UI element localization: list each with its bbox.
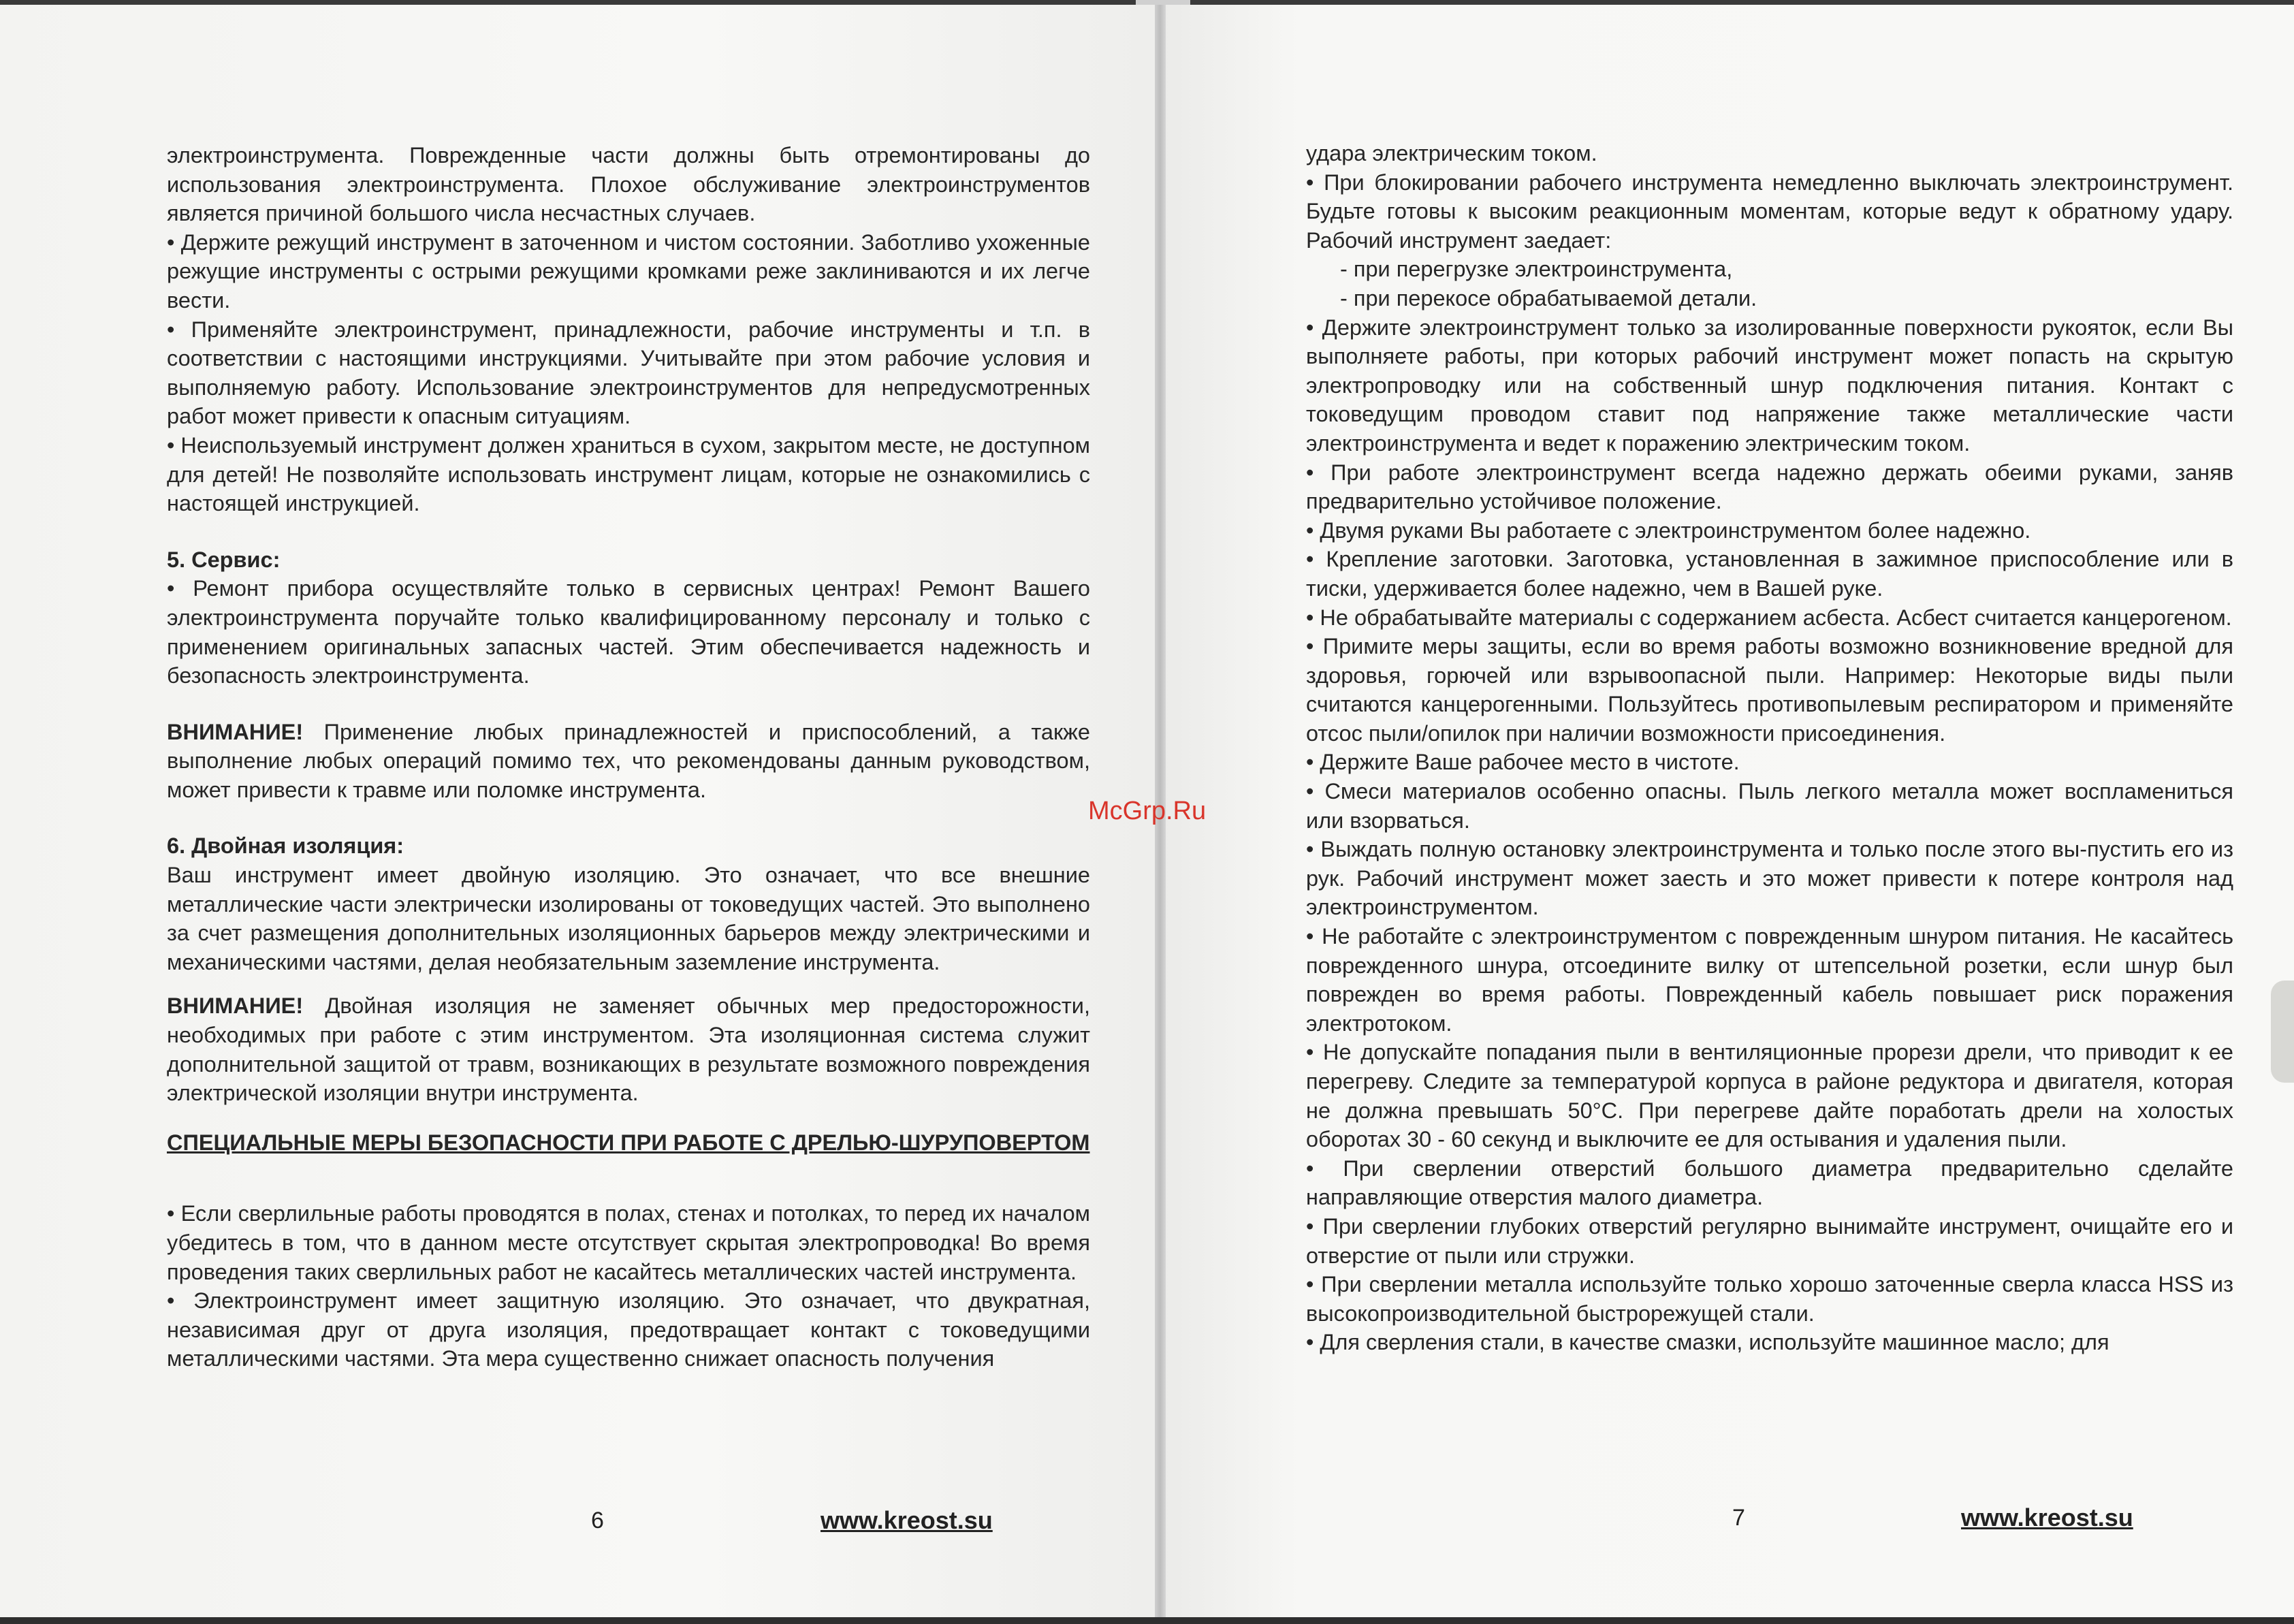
list-item: • При сверлении металла используйте только хорошо заточенные сверла класса HSS из высокопроизводительной быстрорежущей стали. bbox=[1306, 1272, 2233, 1326]
warning-paragraph bbox=[167, 991, 1090, 1107]
list-item: • Неиспользуемый инструмент должен храниться в сухом, закрытом месте, не доступном для детей! Не позволяйте использовать инструмент лицам, которые не ознакомились с настоящей инструкцией. bbox=[167, 432, 1090, 516]
list-item: • Смеси материалов особенно опасны. Пыль легкого металла может воспламениться или взорваться. bbox=[1306, 779, 2233, 833]
list-item: • Держите электроинструмент только за изолированные поверхности рукояток, если Вы выполняете работы, при которых рабочий инструмент может попасть на скрытую электропроводку или на собственный шнур подключения питания. Контакт с токоведущим проводом ставит под напряжение также металлические части электроинструмента и ведет к поражению электрическим током. bbox=[1306, 315, 2233, 456]
list-item: • Двумя руками Вы работаете с электроинструментом более надежно. bbox=[1306, 518, 2031, 543]
warning-text: Двойная изоляция не заменяет обычных мер предосторожности, необходимых при работе с этим инструментом. Эта изоляционная система служит дополнительной защитой от травм, возникающих в результате возможного повреждения электрической изоляции внутри инструмента. bbox=[167, 993, 1090, 1106]
paragraph: электроинструмента. Поврежденные части должны быть отремонтированы до использования электроинструмента. Плохое обслуживание электроинструментов является причиной большого числа несчастных случаев. bbox=[167, 143, 1090, 226]
list-item: • Не допускайте попадания пыли в вентиляционные прорези дрели, что приводит к ее перегреву. Следите за температурой корпуса в районе редуктора и двигателя, которая не должна превышать 50°С. При перегреве дайте поработать дрели на холостых оборотах 30 - 60 секунд и выключите ее для остывания и удаления пыли. bbox=[1306, 1040, 2233, 1152]
list-item: • Электроинструмент имеет защитную изоляцию. Это означает, что двукратная, независимая друг от друга изоляция, предотвращает контакт с токоведущими металлическими частями. Эта мера существенно снижает опасность получения bbox=[167, 1288, 1090, 1371]
list-item: • Если сверлильные работы проводятся в полах, стенах и потолках, то перед их началом убедитесь в том, что в данном месте отсутствует скрытая электропроводка! Во время проведения таких сверлильных работ не касайтесь металлических частей инструмента. bbox=[167, 1201, 1090, 1284]
list-item: • Выждать полную остановку электроинструмента и только после этого вы-пустить его из рук. Рабочий инструмент может заесть и это может привести к потере контроля над электроинструментом. bbox=[1306, 837, 2233, 920]
insulation-heading: 6. Двойная изоляция: bbox=[167, 833, 404, 859]
sub-item: - при перегрузке электроинструмента, bbox=[1340, 257, 1733, 282]
list-item: • Не работайте с электроинструментом с поврежденным шнуром питания. Не касайтесь поврежденного шнура, отсоедините вилку от штепсельной розетки, если шнур был поврежден во время работы. Поврежденный кабель повышает риск поражения электротоком. bbox=[1306, 924, 2233, 1036]
list-item: • Крепление заготовки. Заготовка, установленная в зажимное приспособление или в тиски, удерживается более надежно, чем в Вашей руке. bbox=[1306, 547, 2233, 601]
list-item: • Ремонт прибора осуществляйте только в сервисных центрах! Ремонт Вашего электроинструмента поручайте только квалифицированному персоналу и только с применением оригинальных запасных частей. Этим обеспечивается надежность и безопасность электроинструмента. bbox=[167, 576, 1090, 688]
list-item: • Держите Ваше рабочее место в чистоте. bbox=[1306, 750, 1740, 775]
list-item: • Для сверления стали, в качестве смазки, используйте машинное масло; для bbox=[1306, 1330, 2109, 1355]
service-heading: 5. Сервис: bbox=[167, 547, 281, 572]
website-link[interactable]: www.kreost.su bbox=[821, 1506, 993, 1534]
list-item: • Не обрабатывайте материалы с содержанием асбеста. Асбест считается канцерогеном. bbox=[1306, 605, 2232, 630]
right-page-body bbox=[1306, 139, 2233, 1357]
special-safety-heading: СПЕЦИАЛЬНЫЕ МЕРЫ БЕЗОПАСНОСТИ ПРИ РАБОТЕ С ДРЕЛЬЮ-ШУРУПОВЕРТОМ bbox=[167, 1130, 1090, 1155]
website-link[interactable]: www.kreost.su bbox=[1961, 1503, 2133, 1531]
list-item: • Примите меры защиты, если во время работы возможно возникновение вредной для здоровья, горючей или взрывоопасной пыли. Например: Некоторые виды пыли считаются канцерогенными. Пользуйтесь противопылевым респиратором и применяйте отсос пыли/опилок при наличии возможности присоединения. bbox=[1306, 634, 2233, 746]
page-edge-tab bbox=[2271, 981, 2294, 1083]
paragraph: удара электрическим током. bbox=[1306, 141, 1597, 165]
list-item: • При сверлении глубоких отверстий регулярно вынимайте инструмент, очищайте его и отверстие от пыли или стружки. bbox=[1306, 1213, 2233, 1268]
list-item: • При работе электроинструмент всегда надежно держать обеими руками, заняв предварительно устойчивое положение. bbox=[1306, 460, 2233, 514]
list-item: • При блокировании рабочего инструмента немедленно выключать электроинструмент. Будьте готовы к высоким реакционным моментам, которые ведут к обратному удару. Рабочий инструмент заедает: bbox=[1306, 170, 2233, 253]
watermark-text: McGrp.Ru bbox=[1088, 797, 1207, 825]
page-number: 7 bbox=[1732, 1505, 1745, 1531]
warning-text: Применение любых принадлежностей и приспособлений, а также выполнение любых операций помимо тех, что рекомендованы данным руководством, может привести к травме или поломке инструмента. bbox=[167, 719, 1090, 802]
page-number: 6 bbox=[591, 1508, 604, 1533]
list-item: • Применяйте электроинструмент, принадлежности, рабочие инструменты и т.п. в соответствии с настоящими инструкциями. Учитывайте при этом рабочие условия и выполняемую работу. Использование электроинструментов для непредусмотренных работ может привести к опасным ситуациям. bbox=[167, 317, 1090, 429]
left-page-body bbox=[167, 141, 1090, 1373]
scan-bottom-edge bbox=[0, 1617, 2294, 1624]
list-item: • При сверлении отверстий большого диаметра предварительно сделайте направляющие отверстия малого диаметра. bbox=[1306, 1156, 2233, 1210]
warning-paragraph bbox=[167, 718, 1090, 805]
sub-item: - при перекосе обрабатываемой детали. bbox=[1340, 285, 1757, 311]
list-item: • Держите режущий инструмент в заточенном и чистом состоянии. Заботливо ухоженные режущие инструменты с острыми режущими кромками реже заклиниваются и их легче вести. bbox=[167, 229, 1090, 313]
scan-top-edge-gap bbox=[1136, 0, 1190, 5]
warning-label: ВНИМАНИЕ! bbox=[167, 719, 304, 744]
paragraph: Ваш инструмент имеет двойную изоляцию. Это означает, что все внешние металлические части электрически изолированы от токоведущих частей. Это выполнено за счет размещения дополнительных изоляционных барьеров между электрическими и механическими частями, делая необязательным заземление инструмента. bbox=[167, 863, 1090, 974]
warning-label: ВНИМАНИЕ! bbox=[167, 993, 304, 1019]
